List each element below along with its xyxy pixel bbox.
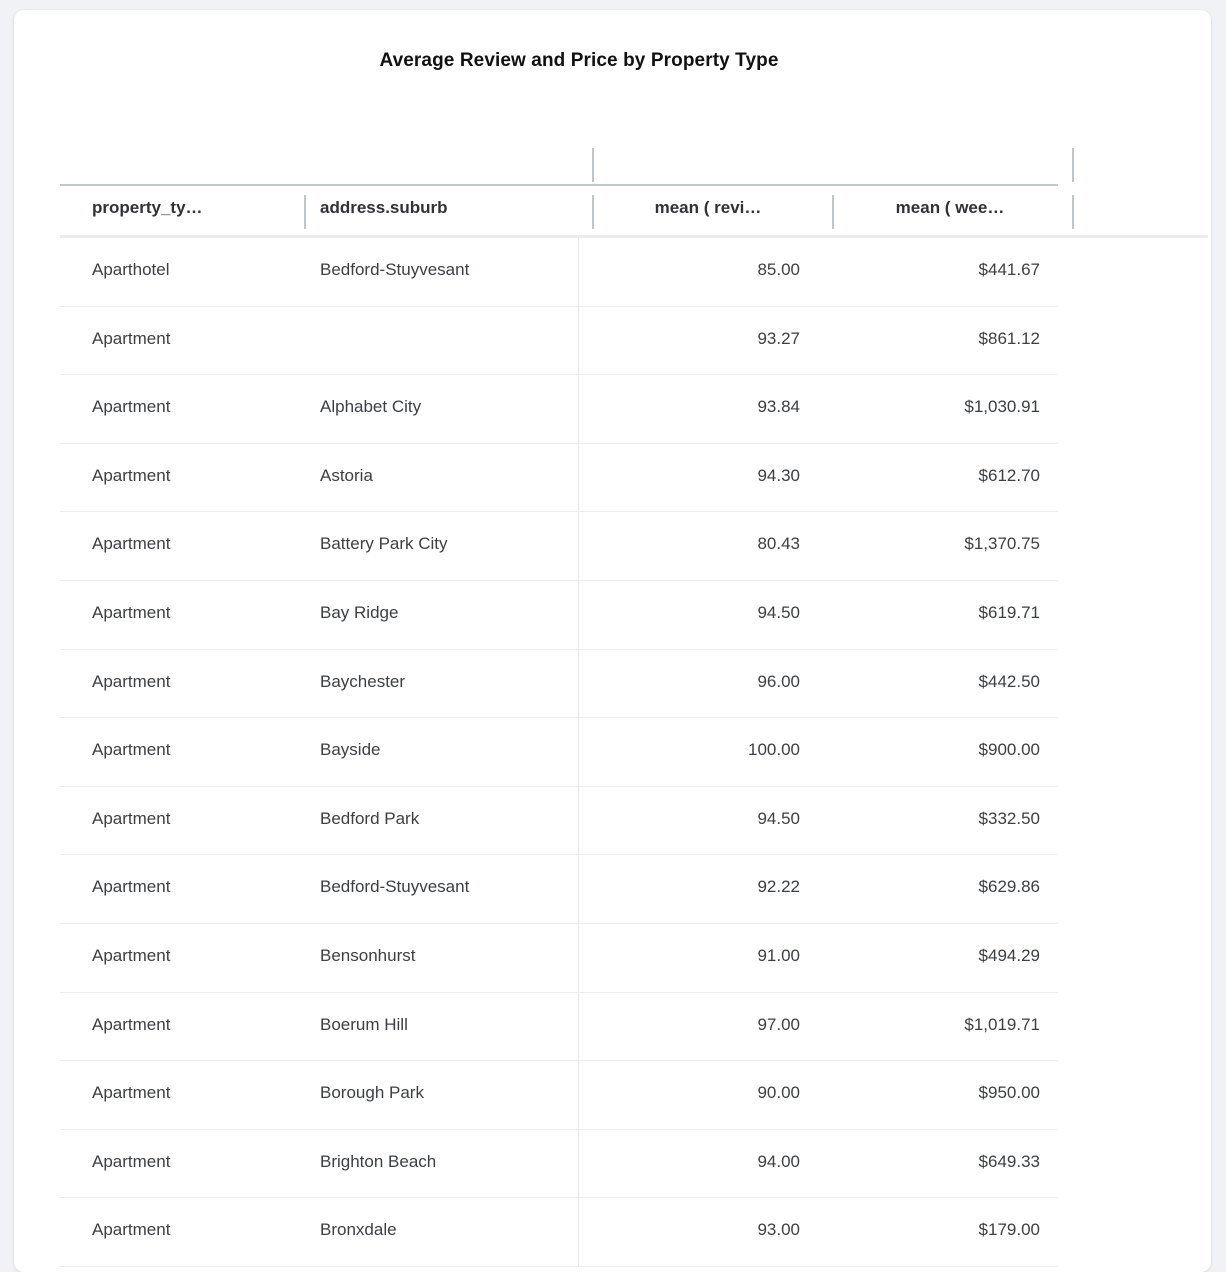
cell-mean-review: 80.43 bbox=[757, 534, 800, 554]
cell-property-type: Apartment bbox=[92, 328, 171, 348]
table-row[interactable] bbox=[60, 512, 1208, 581]
cell-address-suburb: Bedford Park bbox=[320, 808, 420, 828]
cell-mean-weekly-price: $619.71 bbox=[978, 602, 1040, 622]
cell-property-type: Apartment bbox=[92, 945, 171, 965]
cell-mean-weekly-price: $612.70 bbox=[978, 465, 1040, 485]
table-row[interactable] bbox=[60, 993, 1208, 1062]
cell-address-suburb: Baychester bbox=[320, 671, 406, 691]
cell-address-suburb: Bedford-Stuyvesant bbox=[320, 260, 470, 279]
table-row[interactable] bbox=[60, 787, 1208, 856]
cell-mean-review: 93.84 bbox=[757, 397, 800, 417]
cell-property-type: Apartment bbox=[92, 808, 171, 828]
cell-mean-weekly-price: $1,019.71 bbox=[964, 1014, 1040, 1034]
cell-property-type: Apartment bbox=[92, 1151, 171, 1171]
cell-mean-weekly-price: $442.50 bbox=[978, 671, 1040, 691]
column-resize-handle-4[interactable] bbox=[1072, 195, 1074, 229]
column-resize-handle-group-2[interactable] bbox=[1072, 148, 1074, 182]
cell-property-type: Apartment bbox=[92, 602, 171, 622]
cell-address-suburb: Battery Park City bbox=[320, 534, 448, 554]
cell-mean-weekly-price: $950.00 bbox=[978, 1083, 1040, 1103]
cell-address-suburb: Bay Ridge bbox=[320, 602, 399, 622]
table-row[interactable] bbox=[60, 718, 1208, 787]
cell-mean-weekly-price: $900.00 bbox=[978, 740, 1040, 760]
cell-property-type: Apartment bbox=[92, 1220, 171, 1240]
cell-mean-review: 94.50 bbox=[757, 602, 800, 622]
column-resize-handle-2[interactable] bbox=[592, 195, 594, 229]
table-row[interactable] bbox=[60, 444, 1208, 513]
table-row[interactable] bbox=[60, 1198, 1208, 1267]
cell-property-type: Apartment bbox=[92, 740, 171, 760]
table-body bbox=[60, 238, 1208, 1267]
cell-property-type: Apartment bbox=[92, 534, 171, 554]
column-header-property-type[interactable]: property_ty… bbox=[92, 198, 203, 217]
cell-property-type: Apartment bbox=[92, 1083, 171, 1103]
cell-property-type: Apartment bbox=[92, 465, 171, 485]
cell-address-suburb: Boerum Hill bbox=[320, 1014, 408, 1034]
cell-mean-review: 93.00 bbox=[757, 1220, 800, 1240]
table-header-row bbox=[60, 186, 1208, 238]
column-resize-handle-group-1[interactable] bbox=[592, 148, 594, 182]
cell-address-suburb: Brighton Beach bbox=[320, 1151, 437, 1171]
cell-property-type: Apartment bbox=[92, 671, 171, 691]
cell-mean-review: 92.22 bbox=[757, 877, 800, 897]
chart-title: Average Review and Price by Property Type bbox=[379, 50, 779, 71]
table-row[interactable] bbox=[60, 1061, 1208, 1130]
cell-mean-weekly-price: $179.00 bbox=[978, 1220, 1040, 1240]
cell-mean-weekly-price: $332.50 bbox=[978, 808, 1040, 828]
cell-mean-weekly-price: $441.67 bbox=[978, 260, 1040, 279]
cell-address-suburb: Borough Park bbox=[320, 1083, 424, 1103]
cell-mean-weekly-price: $494.29 bbox=[978, 945, 1040, 965]
column-header-mean-review[interactable]: mean ( revi… bbox=[654, 198, 762, 217]
row-separator bbox=[60, 1266, 1058, 1267]
table-row[interactable] bbox=[60, 1130, 1208, 1199]
cell-mean-weekly-price: $861.12 bbox=[978, 328, 1040, 348]
data-table bbox=[60, 138, 1210, 1267]
cell-address-suburb: Bensonhurst bbox=[320, 945, 416, 965]
table-group-header-band bbox=[60, 138, 1208, 186]
visualization-card bbox=[14, 10, 1211, 1272]
cell-address-suburb: Astoria bbox=[320, 465, 373, 485]
cell-property-type: Apartment bbox=[92, 397, 171, 417]
cell-mean-review: 97.00 bbox=[757, 1014, 800, 1034]
cell-mean-review: 90.00 bbox=[757, 1083, 800, 1103]
table-row[interactable] bbox=[60, 855, 1208, 924]
cell-mean-weekly-price: $629.86 bbox=[978, 877, 1040, 897]
cell-address-suburb: Alphabet City bbox=[320, 397, 422, 417]
cell-mean-weekly-price: $649.33 bbox=[978, 1151, 1040, 1171]
cell-mean-review: 96.00 bbox=[757, 671, 800, 691]
column-header-address-suburb[interactable]: address.suburb bbox=[320, 198, 448, 217]
table-row[interactable] bbox=[60, 581, 1208, 650]
cell-mean-review: 85.00 bbox=[757, 260, 800, 279]
cell-mean-review: 91.00 bbox=[757, 945, 800, 965]
table-row[interactable] bbox=[60, 924, 1208, 993]
cell-mean-review: 100.00 bbox=[748, 740, 800, 760]
cell-property-type: Apartment bbox=[92, 1014, 171, 1034]
cell-mean-weekly-price: $1,030.91 bbox=[964, 397, 1040, 417]
cell-property-type: Aparthotel bbox=[92, 260, 170, 279]
cell-mean-weekly-price: $1,370.75 bbox=[964, 534, 1040, 554]
cell-address-suburb: Bronxdale bbox=[320, 1220, 397, 1240]
table-row[interactable] bbox=[60, 307, 1208, 376]
cell-address-suburb: Bayside bbox=[320, 740, 381, 760]
cell-mean-review: 93.27 bbox=[757, 328, 800, 348]
cell-mean-review: 94.50 bbox=[757, 808, 800, 828]
cell-address-suburb: Bedford-Stuyvesant bbox=[320, 877, 470, 897]
table-row[interactable] bbox=[60, 375, 1208, 444]
column-header-mean-weekly-price[interactable]: mean ( wee… bbox=[895, 198, 1005, 217]
table-row[interactable] bbox=[60, 238, 1208, 307]
column-resize-handle-1[interactable] bbox=[304, 195, 306, 229]
column-resize-handle-3[interactable] bbox=[832, 195, 834, 229]
cell-mean-review: 94.30 bbox=[757, 465, 800, 485]
cell-property-type: Apartment bbox=[92, 877, 171, 897]
cell-mean-review: 94.00 bbox=[757, 1151, 800, 1171]
table-row[interactable] bbox=[60, 650, 1208, 719]
